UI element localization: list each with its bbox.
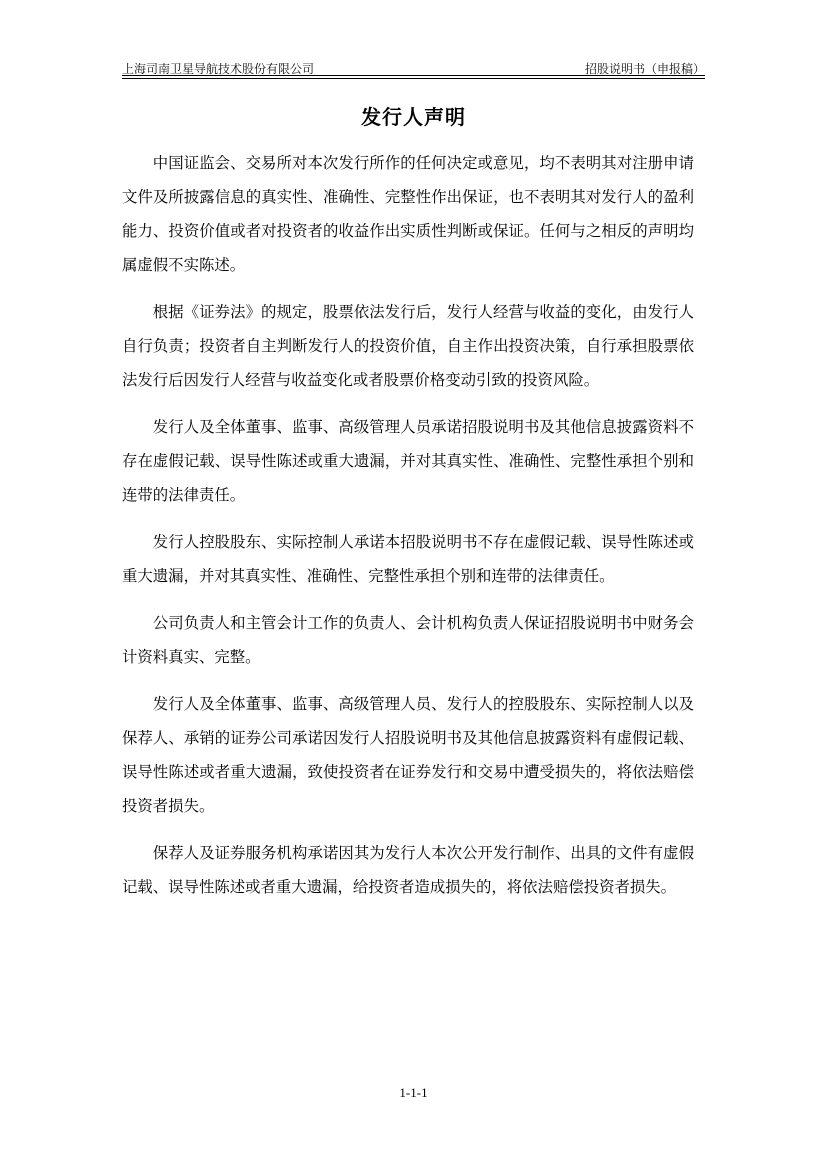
header-rule-thin xyxy=(122,78,705,79)
header-rule-thick xyxy=(122,75,705,76)
header-company-name: 上海司南卫星导航技术股份有限公司 xyxy=(122,62,315,76)
paragraph-controller-commitment: 发行人控股股东、实际控制人承诺本招股说明书不存在虚假记载、误导性陈述或重大遗漏，并对其真实性、准确性、完整性承担个别和连带的法律责任。 xyxy=(122,533,694,585)
paragraph-sponsor-commitment: 保荐人及证券服务机构承诺因其为发行人本次公开发行制作、出具的文件有虚假记载、误导性陈述或者重大遗漏，给投资者造成损失的，将依法赔偿投资者损失。 xyxy=(122,844,694,896)
page-title: 发行人声明 xyxy=(361,105,466,129)
paragraph-securities-law: 根据《证券法》的规定，股票依法发行后，发行人经营与收益的变化，由发行人自行负责；投资者自主判断发行人的投资价值，自主作出投资决策，自行承担股票依法发行后因发行人经营与收益变化或者股票价格变动引致的投资风险。 xyxy=(122,303,694,389)
declaration-body xyxy=(122,146,694,917)
header-document-type: 招股说明书（申报稿） xyxy=(584,62,705,76)
paragraph-regulator-disclaimer: 中国证监会、交易所对本次发行所作的任何决定或意见，均不表明其对注册申请文件及所披露信息的真实性、准确性、完整性作出保证，也不表明其对发行人的盈利能力、投资价值或者对投资者的收益作出实质性判断或保证。任何与之相反的声明均属虚假不实陈述。 xyxy=(122,154,694,274)
paragraph-accounting-guarantee: 公司负责人和主管会计工作的负责人、会计机构负责人保证招股说明书中财务会计资料真实、完整。 xyxy=(122,614,694,666)
paragraph-compensation-commitment: 发行人及全体董事、监事、高级管理人员、发行人的控股股东、实际控制人以及保荐人、承销的证券公司承诺因发行人招股说明书及其他信息披露资料有虚假记载、误导性陈述或者重大遗漏，致使投资者在证券发行和交易中遭受损失的，将依法赔偿投资者损失。 xyxy=(122,695,694,815)
paragraph-directors-commitment: 发行人及全体董事、监事、高级管理人员承诺招股说明书及其他信息披露资料不存在虚假记载、误导性陈述或重大遗漏，并对其真实性、准确性、完整性承担个别和连带的法律责任。 xyxy=(122,418,694,504)
page-number: 1-1-1 xyxy=(399,1085,428,1100)
